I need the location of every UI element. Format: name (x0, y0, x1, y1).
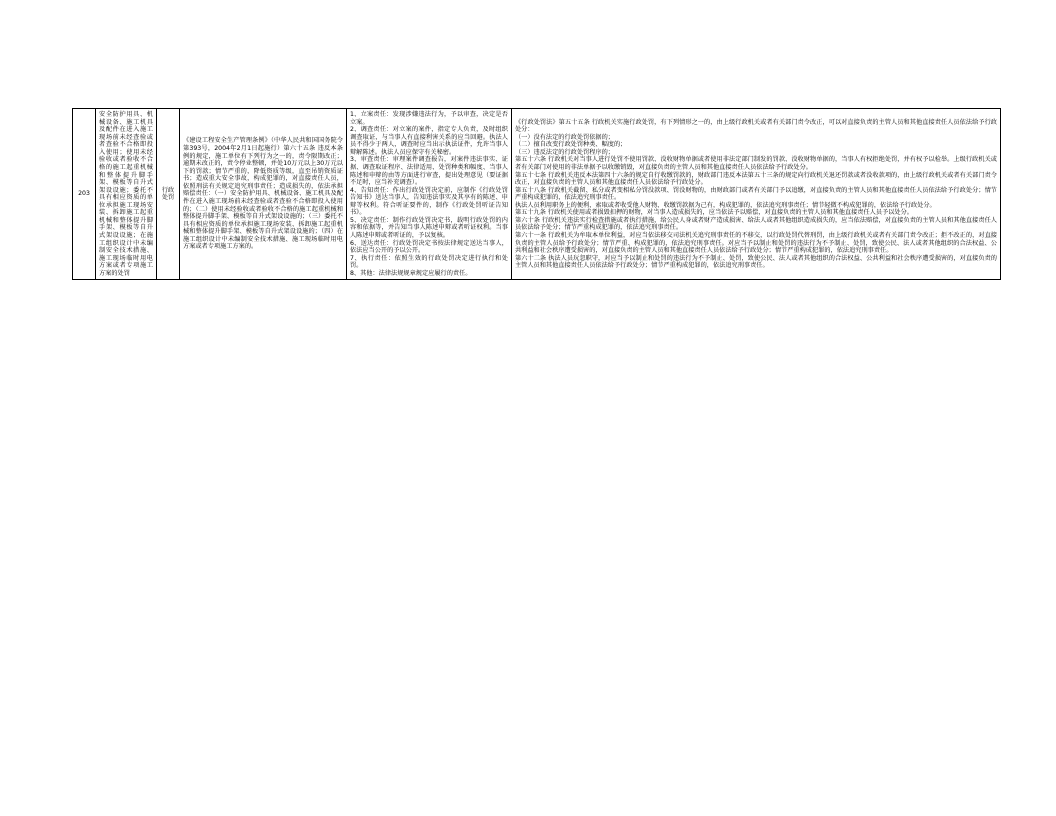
regulation-table (72, 108, 1001, 280)
responsibility-cell: 1、立案责任：发现涉嫌违法行为，予以审查，决定是否立案。 2、调查责任：对立案的案件，指定专人负责，及时组织调查取证，与当事人有直接利害关系的应当回避。执法人员不得少于两人，调查时应当出示执法证件，允许当事人辩解陈述。执法人员应保守有关秘密。 3、审查责任：审理案件调查报告，对案件违法事实、证据、调查取证程序、法律适用、处罚种类和幅度、当事人陈述和申辩的由等方面进行审查，提出处理意见（要证据不足时，应当补充调查）。 4、告知责任：作出行政处罚决定前，应制作《行政处罚告知书》送达当事人，告知违法事实及其享有的陈述、申辩等权利。符合听证要件的，制作《行政处罚听证告知书》。 5、决定责任：制作行政处罚决定书，载明行政处罚的内容和依据等，并告知当事人陈述申辩或者听证权利。当事人陈述申辩或者听证的，予以复核。 6、送达责任：行政处罚决定书按法律规定送达当事人，依法应当公开的予以公开。 7、执行责任：依照生效的行政处罚决定进行执行和处罚。 8、其他：法律法规规章规定应履行的责任。 (347, 109, 512, 280)
accountability-cell: 《行政处罚法》第五十五条 行政机关实施行政处罚，有下列情形之一的，由上级行政机关或者有关部门责令改正，可以对直接负责的主管人员和其他直接责任人员依法给予行政处分： （一）没有法定的行政处罚依据的； （二）擅自改变行政处罚种类、幅度的； （三）违反法定的行政处罚程序的； 第五十六条 行政机关对当事人进行处罚不使用罚款、没收财物单据或者使用非法定部门制发的罚款、没收财物单据的，当事人有权拒绝处罚，并有权予以检举。上级行政机关或者有关部门对使用的非法单据予以收缴销毁，对直接负责的主管人员和其他直接责任人员依法给予行政处分。 第五十七条 行政机关违反本法第四十六条的规定自行收缴罚款的，财政部门违反本法第五十三条的规定向行政机关退还罚款或者没收款项的，由上级行政机关或者有关部门责令改正，对直接负责的主管人员和其他直接责任人员依法给予行政处分。 第五十八条 行政机关截留、私分或者变相私分罚没款项、罚没财物的，由财政部门或者有关部门予以追缴，对直接负责的主管人员和其他直接责任人员依法给予行政处分；情节严重构成犯罪的，依法追究刑事责任。 执法人员利用职务上的便利，索取或者收受他人财物、收缴罚款据为己有，构成犯罪的，依法追究刑事责任；情节轻微不构成犯罪的，依法给予行政处分。 第五十九条 行政机关使用或者损毁扣押的财物，对当事人造成损失的，应当依法予以赔偿，对直接负责的主管人员和其他直接责任人员予以处分。 第六十条 行政机关违法实行检查措施或者执行措施，给公民人身或者财产造成损害、给法人或者其他组织造成损失的，应当依法赔偿，对直接负责的主管人员和其他直接责任人员依法给予处分；情节严重构成犯罪的，依法追究刑事责任。 第六十一条 行政机关为牟取本单位利益，对应当依法移交司法机关追究刑事责任的不移交，以行政处罚代替刑罚，由上级行政机关或者有关部门责令改正；拒不改正的，对直接负责的主管人员给予行政处分；情节严重、构成犯罪的，依法追究刑事责任。对应当予以制止和处罚的违法行为不予制止、处罚，致使公民、法人或者其他组织的合法权益、公共利益和社会秩序遭受损害的，对直接负责的主管人员和其他直接责任人员依法给予行政处分；情节严重构成犯罪的，依法追究刑事责任。 第六十二条 执法人员玩忽职守，对应当予以制止和处罚的违法行为不予制止、处罚，致使公民、法人或者其他组织的合法权益、公共利益和社会秩序遭受损害的，对直接负责的主管人员和其他直接责任人员依法给予行政处分；情节严重构成犯罪的，依法追究刑事责任。 (512, 109, 1001, 280)
item-type-cell: 行政处罚 (157, 109, 180, 280)
item-name-cell: 安全防护用具、机械设备、施工机具及配件在进入施工现场前未经查验或者查验不合格即投入使用；使用未经验收或者验收不合格的施工起重机械和整体提升脚手架、模板等自升式架设设施；委托不具有相应资质的单位承担施工现场安装、拆卸施工起重机械和整体提升脚手架、模板等自升式架设设施；在施工组织设计中未编制安全技术措施、施工现场临时用电方案或者专项施工方案的处罚 (96, 109, 157, 280)
table-row (73, 109, 1001, 280)
row-number-cell: 203 (73, 109, 96, 280)
legal-basis-cell: 《建设工程安全生产管理条例》（中华人民共和国国务院令第393号，2004年2月1日起施行）第六十五条 违反本条例的规定，施工单位有下列行为之一的，责令限期改正；逾期未改正的，责令停业整顿，并处10万元以上30万元以下的罚款；情节严重的，降低资质等级，直至吊销资质证书；造成重大安全事故，构成犯罪的，对直接责任人员，依照刑法有关规定追究刑事责任；造成损失的，依法承担赔偿责任：（一）安全防护用具、机械设备、施工机具及配件在进入施工现场前未经查验或者查验不合格即投入使用的；（二）使用未经验收或者验收不合格的施工起重机械和整体提升脚手架、模板等自升式架设设施的；（三）委托不具有相应资质的单位承担施工现场安装、拆卸施工起重机械和整体提升脚手架、模板等自升式架设设施的；（四）在施工组织设计中未编制安全技术措施、施工现场临时用电方案或者专项施工方案的。 (180, 109, 347, 280)
